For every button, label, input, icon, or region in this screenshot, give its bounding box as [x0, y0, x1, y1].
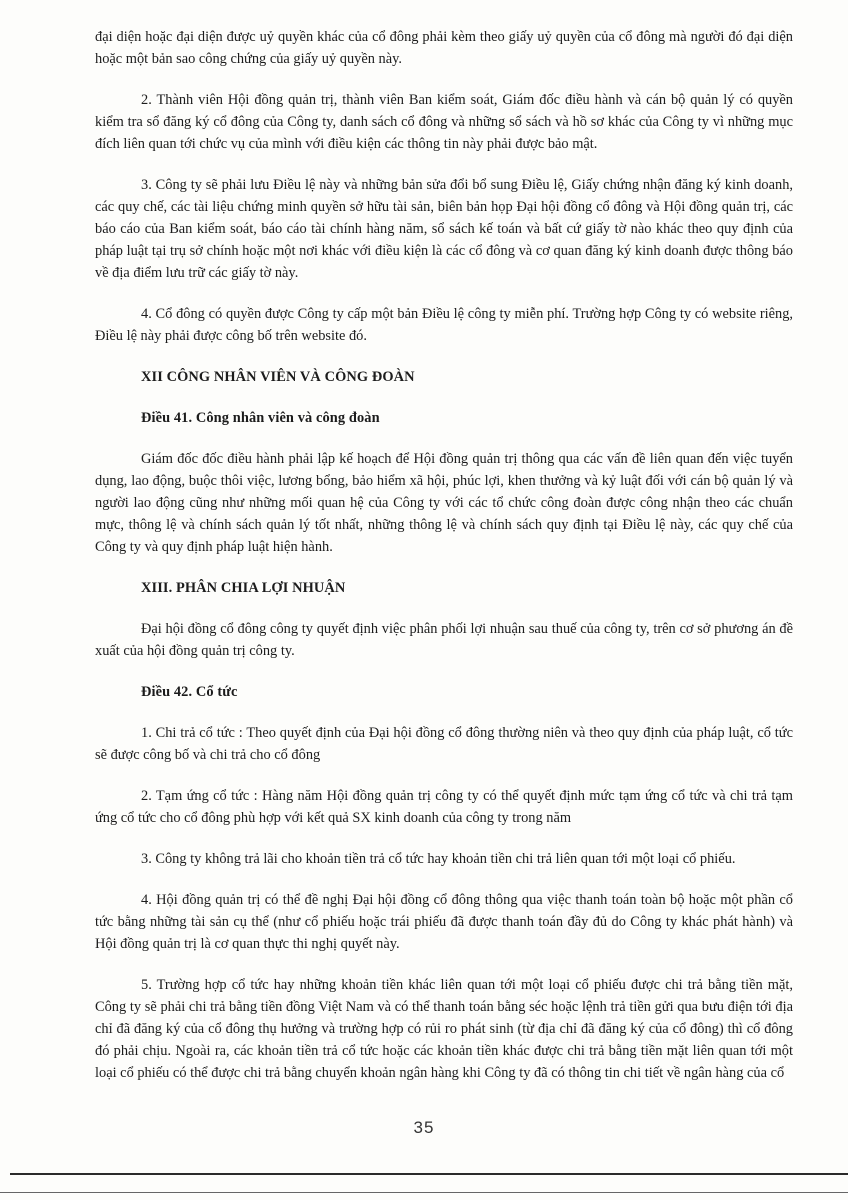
paragraph-continuation: đại diện hoặc đại diện được uỷ quyền khác của cổ đông phải kèm theo giấy uỷ quyền của cổ đông mà người đó đại diện hoặc một bản sao công chứng của giấy uỷ quyền này. [95, 29, 793, 67]
article-heading-41: Điều 41. Công nhân viên và công đoàn [141, 410, 380, 426]
scan-edge-line-lower [0, 1192, 848, 1193]
paragraph-article-41: Giám đốc đốc điều hành phải lập kế hoạch để Hội đồng quản trị thông qua các vấn đề liên quan đến việc tuyển dụng, lao động, buộc thôi việc, lương bổng, bảo hiểm xã hội, phúc lợi, khen thưởng và kỷ luật đối với cán bộ quản lý và người lao động cũng như những mối quan hệ của Công ty với các tổ chức công đoàn được công nhận theo các chuẩn mực, thông lệ và chính sách quản lý tốt nhất, những thông lệ và chính sách quy định tại Điều lệ này, các quy chế của Công ty và quy định pháp luật hiện hành. [95, 451, 793, 555]
article-heading-42: Điều 42. Cổ tức [141, 684, 238, 700]
paragraph-profit-distribution: Đại hội đồng cổ đông công ty quyết định việc phân phối lợi nhuận sau thuế của công ty, trên cơ sở phương án đề xuất của hội đồng quản trị công ty. [95, 621, 793, 659]
section-heading-xiii: XIII. PHÂN CHIA LỢI NHUẬN [141, 580, 346, 596]
paragraph-dividend-1: 1. Chi trả cổ tức : Theo quyết định của Đại hội đồng cổ đông thường niên và theo quy định của pháp luật, cổ tức sẽ được công bố và chi trả cho cổ đông [95, 725, 793, 763]
paragraph-dividend-3: 3. Công ty không trả lãi cho khoản tiền trả cổ tức hay khoản tiền chi trả liên quan tới một loại cổ phiếu. [141, 851, 736, 867]
section-heading-xii: XII CÔNG NHÂN VIÊN VÀ CÔNG ĐOÀN [141, 369, 415, 385]
document-body [95, 26, 793, 1103]
paragraph-dividend-5: 5. Trường hợp cổ tức hay những khoản tiền khác liên quan tới một loại cổ phiếu được chi trả bằng tiền mặt, Công ty sẽ phải chi trả bằng tiền đồng Việt Nam và có thể thanh toán bằng séc hoặc lệnh trả tiền gửi qua bưu điện tới địa chỉ đã đăng ký của cổ đông thụ hưởng và trường hợp có rủi ro phát sinh (từ địa chỉ đã đăng ký của cổ đông) thì cổ đông đó phải chịu. Ngoài ra, các khoản tiền trả cổ tức hoặc các khoản tiền khác được chi trả bằng tiền mặt liên quan tới một loại cổ phiếu có thể được chi trả bằng chuyển khoản ngân hàng khi Công ty đã có thông tin chi tiết về ngân hàng của cổ [95, 977, 793, 1081]
page-number: 35 [413, 1118, 435, 1137]
scan-edge-line [10, 1173, 848, 1175]
paragraph-clause-3: 3. Công ty sẽ phải lưu Điều lệ này và những bản sửa đổi bổ sung Điều lệ, Giấy chứng nhận đăng ký kinh doanh, các quy chế, các tài liệu chứng minh quyền sở hữu tài sản, biên bản họp Đại hội đồng cổ đông và Hội đồng quản trị, các báo cáo của Ban kiểm soát, báo cáo tài chính hàng năm, sổ sách kế toán và bất cứ giấy tờ nào khác theo quy định của pháp luật tại trụ sở chính hoặc một nơi khác với điều kiện là các cổ đông và cơ quan đăng ký kinh doanh được thông báo về địa điểm lưu trữ các giấy tờ này. [95, 177, 793, 281]
paragraph-dividend-2: 2. Tạm ứng cổ tức : Hàng năm Hội đồng quản trị công ty có thể quyết định mức tạm ứng cổ tức và chi trả tạm ứng cổ tức cho cổ đông phù hợp với kết quả SX kinh doanh của công ty trong năm [95, 788, 793, 826]
paragraph-clause-2: 2. Thành viên Hội đồng quản trị, thành viên Ban kiểm soát, Giám đốc điều hành và cán bộ quản lý có quyền kiểm tra sổ đăng ký cổ đông của Công ty, danh sách cổ đông và những sổ sách và hồ sơ khác của Công ty vì những mục đích liên quan tới chức vụ của mình với điều kiện các thông tin này phải được bảo mật. [95, 92, 793, 152]
paragraph-dividend-4: 4. Hội đồng quản trị có thể đề nghị Đại hội đồng cổ đông thông qua việc thanh toán toàn bộ hoặc một phần cổ tức bằng những tài sản cụ thể (như cổ phiếu hoặc trái phiếu đã được thanh toán đầy đủ do Công ty khác phát hành) và Hội đồng quản trị là cơ quan thực thi nghị quyết này. [95, 892, 793, 952]
paragraph-clause-4: 4. Cổ đông có quyền được Công ty cấp một bản Điều lệ công ty miễn phí. Trường hợp Công ty có website riêng, Điều lệ này phải được công bố trên website đó. [95, 306, 793, 344]
